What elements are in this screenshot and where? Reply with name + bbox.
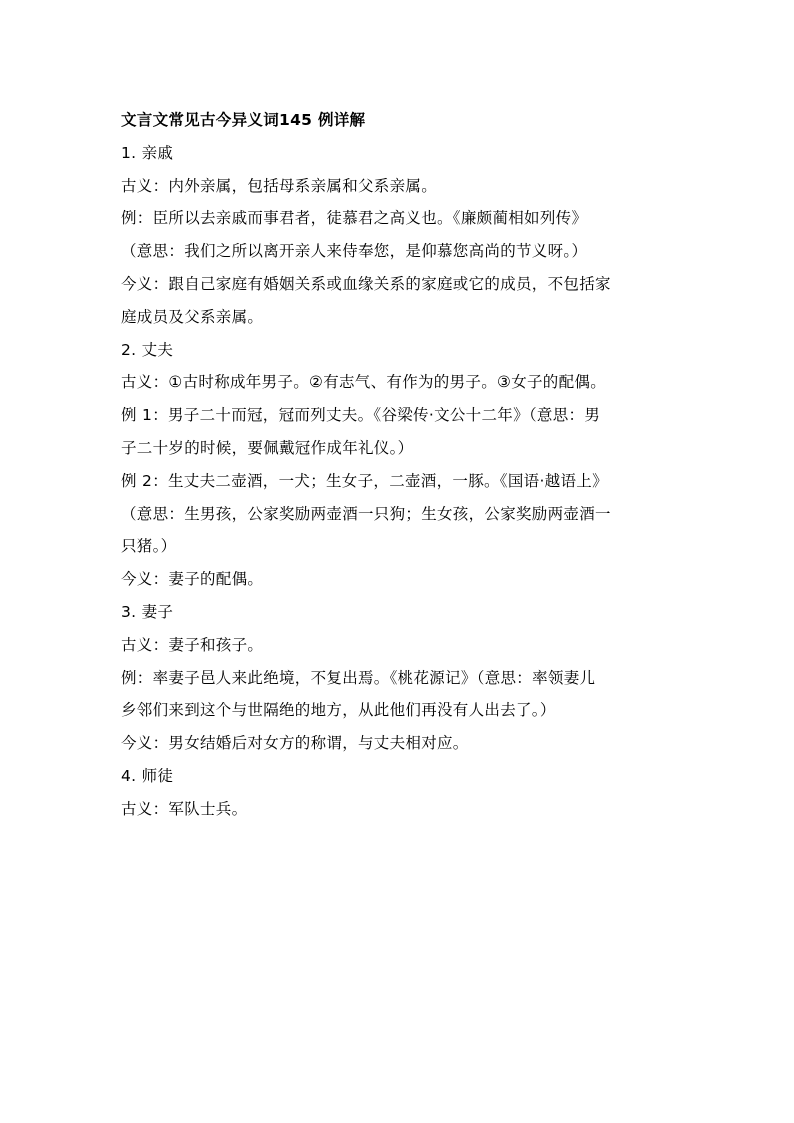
example-2b-meaning-cont: 只猪。）: [121, 537, 177, 556]
example-2a: 例 1：男子二十而冠，冠而列丈夫。《谷梁传·文公十二年》（意思：男: [121, 406, 601, 425]
ancient-meaning-2: 古义：①古时称成年男子。②有志气、有作为的男子。③女子的配偶。: [121, 373, 606, 392]
example-3: 例：率妻子邑人来此绝境，不复出焉。《桃花源记》（意思：率领妻儿: [121, 668, 596, 687]
modern-meaning-1-cont: 庭成员及父系亲属。: [121, 307, 264, 326]
example-1-meaning: （意思：我们之所以离开亲人来侍奉您，是仰慕您高尚的节义呀。）: [121, 242, 588, 261]
example-3-cont: 乡邻们来到这个与世隔绝的地方，从此他们再没有人出去了。）: [121, 701, 556, 720]
modern-meaning-1: 今义：跟自己家庭有婚姻关系或血缘关系的家庭或它的成员，不包括家: [121, 274, 611, 293]
heading-2: 2. 丈夫: [121, 340, 174, 359]
document-title: 文言文常见古今异义词145 例详解: [121, 111, 366, 129]
ancient-meaning-1: 古义：内外亲属，包括母系亲属和父系亲属。: [121, 176, 438, 195]
modern-meaning-3: 今义：男女结婚后对女方的称谓，与丈夫相对应。: [121, 734, 469, 753]
heading-3: 3. 妻子: [121, 602, 174, 621]
heading-4: 4. 师徒: [121, 766, 174, 785]
document-body: [121, 104, 681, 826]
example-2b-meaning: （意思：生男孩，公家奖励两壶酒一只狗；生女孩，公家奖励两壶酒一: [121, 504, 611, 523]
ancient-meaning-4: 古义：军队士兵。: [121, 799, 248, 818]
example-1: 例：臣所以去亲戚而事君者，徒慕君之高义也。《廉颇蔺相如列传》: [121, 209, 588, 228]
ancient-meaning-3: 古义：妻子和孩子。: [121, 635, 264, 654]
heading-1: 1. 亲戚: [121, 143, 174, 162]
example-2a-cont: 子二十岁的时候，要佩戴冠作成年礼仪。）: [121, 438, 414, 457]
modern-meaning-2: 今义：妻子的配偶。: [121, 570, 264, 589]
example-2b: 例 2：生丈夫二壶酒，一犬；生女子，二壶酒，一豚。《国语·越语上》: [121, 471, 608, 490]
